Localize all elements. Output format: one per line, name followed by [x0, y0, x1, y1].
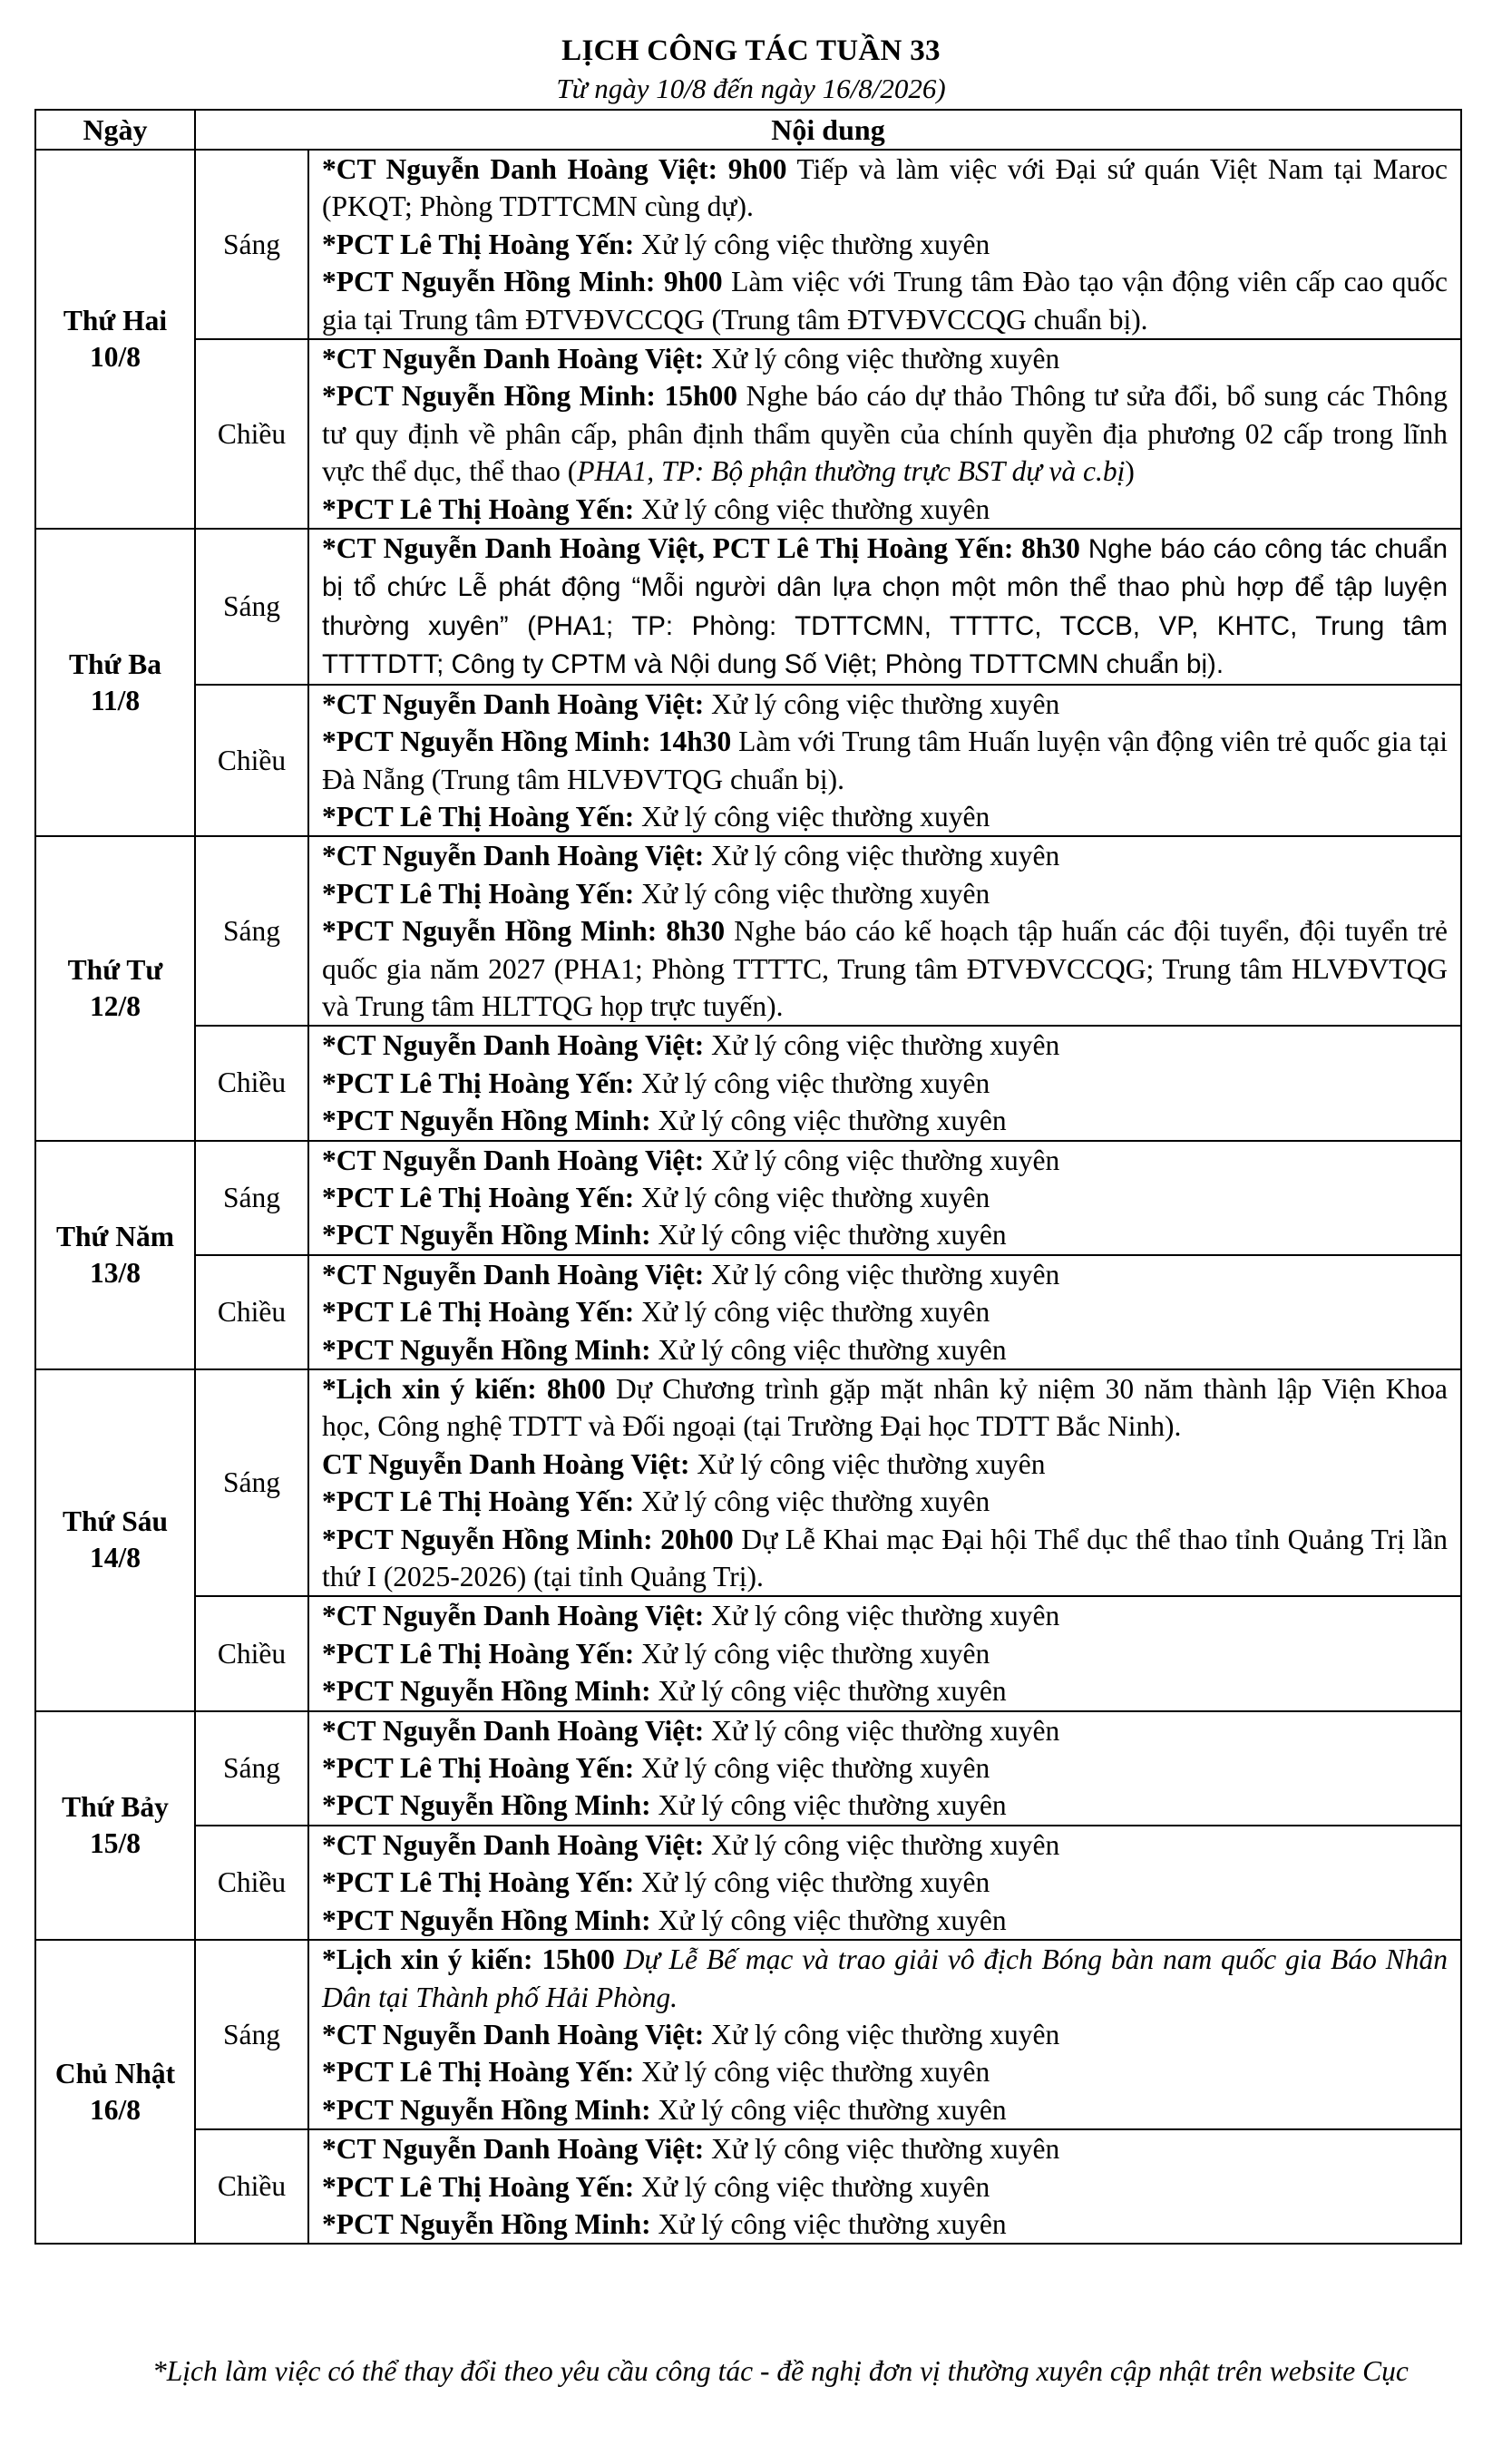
event-time: 8h00: [547, 1373, 606, 1405]
schedule-item: [322, 1065, 1448, 1102]
day-date: 14/8: [89, 1542, 141, 1574]
item-text: Xử lý công việc thường xuyên: [634, 1866, 990, 1899]
session-label: Sáng: [195, 1141, 308, 1255]
session-label: Sáng: [195, 1711, 308, 1826]
official-name: *PCT Lê Thị Hoàng Yến:: [322, 228, 635, 260]
table-row: [35, 1255, 1461, 1369]
item-text: Nghe báo cáo dự thảo Thông tư sửa đổi, bổ sung các Thông tư quy định về phân cấp, phân định thẩm quyền của chính quyền địa phương 02 cấp trong lĩnh vực thể dục, thể thao (: [322, 380, 1448, 488]
official-name: *PCT Nguyễn Hồng Minh:: [322, 726, 651, 758]
schedule-item: [322, 1672, 1448, 1709]
official-name: *CT Nguyễn Danh Hoàng Việt:: [322, 1828, 705, 1861]
item-text: Xử lý công việc thường xuyên: [704, 1600, 1060, 1632]
table-row: [35, 1711, 1461, 1826]
schedule-item: [322, 723, 1448, 798]
item-text: Xử lý công việc thường xuyên: [634, 1296, 990, 1329]
official-name: *PCT Lê Thị Hoàng Yến:: [322, 1485, 635, 1518]
table-row: [35, 529, 1461, 685]
item-text: Xử lý công việc thường xuyên: [650, 1789, 1007, 1822]
table-row: [35, 1369, 1461, 1596]
schedule-item: [322, 2016, 1448, 2053]
official-name: *Lịch xin ý kiến:: [322, 1943, 533, 1976]
page-title: LỊCH CÔNG TÁC TUẦN 33: [561, 34, 941, 67]
item-text: Xử lý công việc thường xuyên: [634, 1181, 990, 1213]
session-content: [308, 685, 1461, 837]
day-cell: [35, 1369, 195, 1711]
official-name: *CT Nguyễn Danh Hoàng Việt:: [322, 687, 705, 720]
item-text: Xử lý công việc thường xuyên: [704, 1714, 1060, 1747]
schedule-item: [322, 1521, 1448, 1596]
session-label: Sáng: [195, 1940, 308, 2129]
schedule-body: [35, 150, 1461, 2244]
session-label: Chiều: [195, 1826, 308, 1940]
official-name: *CT Nguyễn Danh Hoàng Việt:: [322, 1258, 705, 1290]
official-name: *PCT Nguyễn Hồng Minh:: [322, 1789, 651, 1822]
day-name: Thứ Năm: [55, 1220, 175, 1252]
day-name: Thứ Hai: [63, 305, 168, 337]
schedule-item: [322, 1370, 1448, 1446]
item-text: Xử lý công việc thường xuyên: [704, 1029, 1060, 1062]
official-name: *CT Nguyễn Danh Hoàng Việt:: [322, 2133, 705, 2166]
official-name: *CT Nguyễn Danh Hoàng Việt, PCT Lê Thị Hoàng Yến:: [322, 532, 1014, 565]
item-text: Xử lý công việc thường xuyên: [650, 2093, 1007, 2126]
item-text-tail: ): [1125, 455, 1135, 488]
day-name: Thứ Ba: [68, 648, 162, 680]
official-name: *PCT Lê Thị Hoàng Yến:: [322, 1296, 635, 1329]
day-date: 15/8: [89, 1826, 141, 1859]
schedule-item: [322, 837, 1448, 874]
official-name: *CT Nguyễn Danh Hoàng Việt:: [322, 1600, 705, 1632]
schedule-item: [322, 1864, 1448, 1901]
session-content: [308, 1141, 1461, 1255]
item-text: Xử lý công việc thường xuyên: [634, 877, 990, 910]
item-text: Nghe báo cáo kế hoạch tập huấn các đội tuyển, đội tuyển trẻ quốc gia năm 2027 (PHA1; Phòng TTTTC, Trung tâm ĐTVĐVCCQG; Trung tâm HLVĐVTQG và Trung tâm HLTTQG họp trực tuyến).: [322, 915, 1448, 1022]
schedule-item: [322, 912, 1448, 1025]
official-name: *CT Nguyễn Danh Hoàng Việt:: [322, 2018, 705, 2050]
item-text: Xử lý công việc thường xuyên: [634, 228, 990, 260]
session-content: [308, 339, 1461, 529]
table-row: [35, 1026, 1461, 1140]
session-content: [308, 1826, 1461, 1940]
official-name: *PCT Lê Thị Hoàng Yến:: [322, 1866, 635, 1899]
schedule-item: [322, 1635, 1448, 1672]
table-row: [35, 1940, 1461, 2129]
schedule-item: [322, 1483, 1448, 1520]
official-name: *PCT Nguyễn Hồng Minh:: [322, 1105, 651, 1137]
official-name: *PCT Lê Thị Hoàng Yến:: [322, 1181, 635, 1213]
day-name: Thứ Bảy: [62, 1790, 169, 1823]
day-date: 12/8: [89, 989, 141, 1022]
session-label: Chiều: [195, 685, 308, 837]
item-text: Xử lý công việc thường xuyên: [704, 840, 1060, 872]
official-name: *Lịch xin ý kiến:: [322, 1373, 537, 1405]
item-text: Xử lý công việc thường xuyên: [634, 800, 990, 833]
item-text: Xử lý công việc thường xuyên: [650, 2207, 1007, 2240]
day-cell: [35, 529, 195, 836]
official-name: *CT Nguyễn Danh Hoàng Việt:: [322, 1714, 705, 1747]
date-range: Từ ngày 10/8 đến ngày 16/8/2026): [556, 73, 946, 104]
table-row: [35, 1596, 1461, 1710]
official-name: *PCT Nguyễn Hồng Minh:: [322, 1523, 653, 1555]
schedule-item: [322, 1826, 1448, 1864]
session-content: [308, 1596, 1461, 1710]
table-row: [35, 339, 1461, 529]
schedule-item: [322, 1446, 1448, 1483]
official-name: *PCT Lê Thị Hoàng Yến:: [322, 1637, 635, 1670]
schedule-item: [322, 1293, 1448, 1330]
day-cell: [35, 1940, 195, 2244]
schedule-item: [322, 1712, 1448, 1749]
official-name: *PCT Nguyễn Hồng Minh:: [322, 2093, 651, 2126]
schedule-table: [34, 109, 1462, 2245]
day-date: 16/8: [89, 2093, 141, 2126]
event-time: 20h00: [660, 1523, 734, 1555]
official-name: *PCT Lê Thị Hoàng Yến:: [322, 1066, 635, 1099]
official-name: *PCT Lê Thị Hoàng Yến:: [322, 1752, 635, 1785]
table-row: [35, 685, 1461, 837]
official-name: *PCT Lê Thị Hoàng Yến:: [322, 800, 635, 833]
official-name: *PCT Nguyễn Hồng Minh:: [322, 380, 656, 413]
schedule-item: [322, 1216, 1448, 1253]
official-name: *PCT Lê Thị Hoàng Yến:: [322, 877, 635, 910]
item-text: Xử lý công việc thường xuyên: [634, 1752, 990, 1785]
item-text: Xử lý công việc thường xuyên: [704, 2133, 1060, 2166]
item-text: Dự Chương trình gặp mặt nhân kỷ niệm 30 năm thành lập Viện Khoa học, Công nghệ TDTT và Đối ngoại (tại Trường Đại học TDTT Bắc Ninh).: [322, 1373, 1448, 1443]
session-label: Chiều: [195, 1596, 308, 1710]
day-name: Thứ Sáu: [62, 1505, 169, 1538]
item-text: Xử lý công việc thường xuyên: [634, 2170, 990, 2203]
schedule-item: [322, 340, 1448, 377]
session-content: [308, 1369, 1461, 1596]
schedule-item: [322, 226, 1448, 263]
session-content: [308, 150, 1461, 339]
schedule-item: [322, 1142, 1448, 1179]
day-cell: [35, 1141, 195, 1369]
session-label: Sáng: [195, 1369, 308, 1596]
official-name: *CT Nguyễn Danh Hoàng Việt:: [322, 1144, 705, 1176]
table-row: [35, 1141, 1461, 1255]
schedule-item: [322, 1102, 1448, 1139]
session-content: [308, 2129, 1461, 2244]
schedule-item: [322, 2168, 1448, 2206]
schedule-item: [322, 1902, 1448, 1939]
schedule-item: [322, 686, 1448, 723]
schedule-item: [322, 377, 1448, 490]
schedule-item: [322, 2130, 1448, 2167]
session-label: Sáng: [195, 529, 308, 685]
official-name: *PCT Lê Thị Hoàng Yến:: [322, 2056, 635, 2089]
official-name: *PCT Nguyễn Hồng Minh:: [322, 1333, 651, 1366]
table-header-row: [35, 110, 1461, 150]
item-text: Xử lý công việc thường xuyên: [704, 2018, 1060, 2050]
item-note: PHA1, TP: Bộ phận thường trực BST dự và c.bị: [577, 455, 1126, 488]
item-text: Xử lý công việc thường xuyên: [650, 1904, 1007, 1936]
schedule-item: [322, 2053, 1448, 2090]
day-name: Thứ Tư: [67, 953, 163, 986]
session-content: [308, 1026, 1461, 1140]
official-name: *PCT Nguyễn Hồng Minh:: [322, 2207, 651, 2240]
item-text: Xử lý công việc thường xuyên: [634, 492, 990, 525]
day-cell: [35, 1711, 195, 1940]
official-name: *PCT Nguyễn Hồng Minh:: [322, 915, 658, 948]
official-name: *PCT Lê Thị Hoàng Yến:: [322, 2170, 635, 2203]
day-cell: [35, 150, 195, 529]
session-content: [308, 1255, 1461, 1369]
schedule-item: [322, 1597, 1448, 1634]
item-note: Dự Lễ Bế mạc và trao giải vô địch Bóng bàn nam quốc gia Báo Nhân Dân tại Thành phố Hải Phòng.: [322, 1943, 1448, 2013]
official-name: *PCT Nguyễn Hồng Minh:: [322, 1675, 651, 1708]
item-text: Tiếp và làm việc với Đại sứ quán Việt Nam tại Maroc (PKQT; Phòng TDTTCMN cùng dự).: [322, 153, 1448, 223]
event-time: 14h30: [658, 726, 732, 758]
day-cell: [35, 836, 195, 1140]
item-text: Làm với Trung tâm Huấn luyện vận động viên trẻ quốc gia tại Đà Nẵng (Trung tâm HLVĐVTQG chuẩn bị).: [322, 726, 1448, 795]
footer-note: *Lịch làm việc có thể thay đổi theo yêu cầu công tác - đề nghị đơn vị thường xuyên cập nhật trên website Cục: [152, 2355, 1409, 2387]
session-label: Chiều: [195, 2129, 308, 2244]
official-name: *PCT Lê Thị Hoàng Yến:: [322, 492, 635, 525]
session-label: Sáng: [195, 836, 308, 1026]
schedule-item: [322, 1749, 1448, 1787]
schedule-item: [322, 2206, 1448, 2243]
table-row: [35, 2129, 1461, 2244]
event-time: 15h00: [541, 1943, 615, 1976]
session-content: [308, 1711, 1461, 1826]
item-text: Xử lý công việc thường xuyên: [704, 687, 1060, 720]
session-label: Chiều: [195, 339, 308, 529]
item-text: Xử lý công việc thường xuyên: [704, 1258, 1060, 1290]
item-text: Xử lý công việc thường xuyên: [634, 1485, 990, 1518]
item-text: Nghe báo cáo công tác chuẩn bị tổ chức Lễ phát động “Mỗi người dân lựa chọn một môn thể thao phù hợp để tập luyện thường xuyên” (PHA1; TP: Phòng: TDTTCMN, TTTTC, TCCB, VP, KHTC, Trung tâm TTTTDTT; Công ty CPTM và Nội dung Số Việt; Phòng TDTTCMN chuẩn bị).: [322, 534, 1448, 680]
table-row: [35, 836, 1461, 1026]
session-content: [308, 836, 1461, 1026]
schedule-item: [322, 530, 1448, 684]
event-time: 9h00: [663, 266, 723, 298]
item-text: Xử lý công việc thường xuyên: [634, 1066, 990, 1099]
official-name: *CT Nguyễn Danh Hoàng Việt:: [322, 153, 718, 185]
day-date: 13/8: [89, 1256, 141, 1289]
official-name: *CT Nguyễn Danh Hoàng Việt:: [322, 840, 705, 872]
schedule-item: [322, 1787, 1448, 1824]
schedule-item: [322, 1331, 1448, 1368]
event-time: 8h30: [666, 915, 726, 948]
column-header-day: Ngày: [35, 110, 195, 150]
item-text: Xử lý công việc thường xuyên: [704, 343, 1060, 375]
session-content: [308, 529, 1461, 685]
schedule-item: [322, 1941, 1448, 2016]
column-header-content: Nội dung: [195, 110, 1461, 150]
item-text: Xử lý công việc thường xuyên: [650, 1333, 1007, 1366]
item-text: Xử lý công việc thường xuyên: [650, 1219, 1007, 1251]
day-name: Chủ Nhật: [54, 2057, 176, 2089]
schedule-item: [322, 2091, 1448, 2128]
official-name: *CT Nguyễn Danh Hoàng Việt:: [322, 343, 705, 375]
official-name: *PCT Nguyễn Hồng Minh:: [322, 1219, 651, 1251]
event-time: 8h30: [1021, 532, 1080, 565]
item-text: Xử lý công việc thường xuyên: [650, 1105, 1007, 1137]
event-time: 9h00: [727, 153, 787, 185]
schedule-item: [322, 1179, 1448, 1216]
schedule-item: [322, 1256, 1448, 1293]
schedule-item: [322, 1027, 1448, 1064]
item-text: Xử lý công việc thường xuyên: [704, 1144, 1060, 1176]
official-name: *PCT Nguyễn Hồng Minh:: [322, 1904, 651, 1936]
item-text: Xử lý công việc thường xuyên: [634, 2056, 990, 2089]
item-text: Xử lý công việc thường xuyên: [634, 1637, 990, 1670]
schedule-item: [322, 875, 1448, 912]
official-name: CT Nguyễn Danh Hoàng Việt:: [322, 1447, 690, 1480]
table-row: [35, 150, 1461, 339]
schedule-item: [322, 263, 1448, 338]
day-date: 10/8: [89, 341, 141, 374]
item-text: Dự Lễ Khai mạc Đại hội Thể dục thể thao tỉnh Quảng Trị lần thứ I (2025-2026) (tại tỉnh Quảng Trị).: [322, 1523, 1448, 1593]
table-row: [35, 1826, 1461, 1940]
item-text: Xử lý công việc thường xuyên: [650, 1675, 1007, 1708]
schedule-item: [322, 151, 1448, 226]
session-label: Sáng: [195, 150, 308, 339]
session-label: Chiều: [195, 1026, 308, 1140]
official-name: *CT Nguyễn Danh Hoàng Việt:: [322, 1029, 705, 1062]
session-label: Chiều: [195, 1255, 308, 1369]
session-content: [308, 1940, 1461, 2129]
event-time: 15h00: [664, 380, 737, 413]
official-name: *PCT Nguyễn Hồng Minh:: [322, 266, 656, 298]
item-text: Xử lý công việc thường xuyên: [704, 1828, 1060, 1861]
schedule-item: [322, 491, 1448, 528]
day-date: 11/8: [90, 684, 141, 716]
schedule-item: [322, 798, 1448, 835]
item-text: Xử lý công việc thường xuyên: [689, 1447, 1046, 1480]
item-text: Làm việc với Trung tâm Đào tạo vận động viên cấp cao quốc gia tại Trung tâm ĐTVĐVCCQG (Trung tâm ĐTVĐVCCQG chuẩn bị).: [322, 266, 1448, 336]
